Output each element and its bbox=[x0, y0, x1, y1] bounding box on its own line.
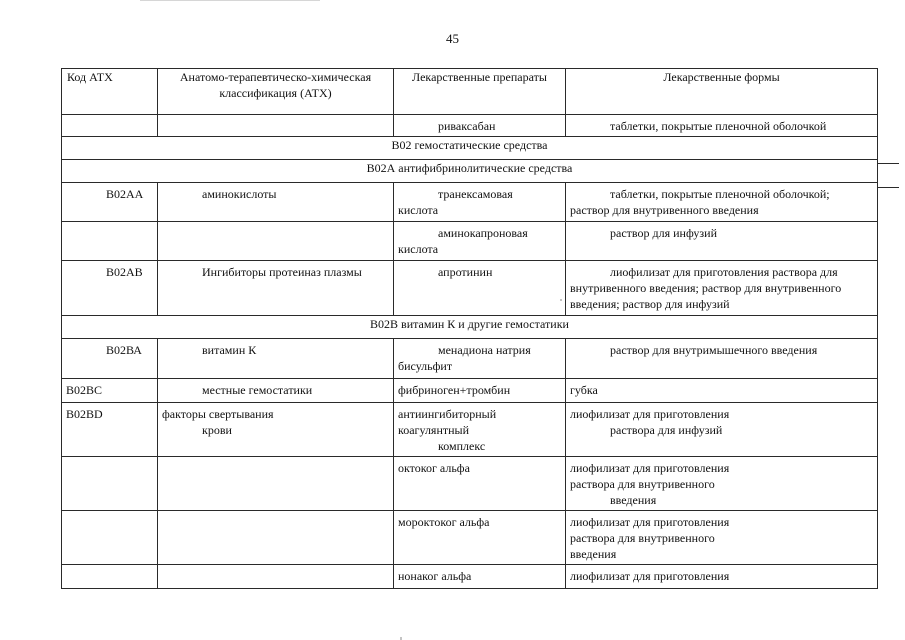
form-cell: лиофилизат для приготовления раствора для внутривенного введения bbox=[566, 511, 878, 565]
section-title: В02 гемостатические средства bbox=[62, 137, 878, 160]
form-cell: таблетки, покрытые пленочной оболочкой; раствор для внутривенного введения bbox=[566, 183, 878, 222]
class-cell: аминокислоты bbox=[158, 183, 394, 222]
form-cell: лиофилизат для приготовления раствора для инфузий bbox=[566, 403, 878, 457]
code-cell: В02ВА bbox=[62, 339, 158, 379]
table-row bbox=[62, 222, 878, 261]
class-cell: Ингибиторы протеиназ плазмы bbox=[158, 261, 394, 316]
drug-cell: фибриноген+тромбин bbox=[394, 379, 566, 403]
section-row bbox=[62, 160, 878, 183]
header-classification: Анатомо-терапевтическо-химическая классификация (АТХ) bbox=[158, 69, 394, 115]
header-code: Код АТХ bbox=[62, 69, 158, 115]
table-row bbox=[62, 183, 878, 222]
table-row bbox=[62, 511, 878, 565]
form-cell: раствор для инфузий bbox=[566, 222, 878, 261]
section-title: В02В витамин К и другие гемостатики bbox=[62, 316, 878, 339]
page-number: 45 bbox=[446, 31, 459, 46]
class-cell: местные гемостатики bbox=[158, 379, 394, 403]
scan-artifact bbox=[140, 0, 320, 1]
form-cell: губка bbox=[566, 379, 878, 403]
drug-cell: риваксабан bbox=[394, 115, 566, 137]
table-header-row bbox=[62, 69, 878, 115]
table-row bbox=[62, 403, 878, 457]
drug-cell: нонаког альфа bbox=[394, 565, 566, 589]
table-row bbox=[62, 565, 878, 589]
table-row bbox=[62, 457, 878, 511]
drug-cell: аминокапроновая кислота bbox=[394, 222, 566, 261]
drug-cell: октоког альфа bbox=[394, 457, 566, 511]
code-cell: В02ВС bbox=[62, 379, 158, 403]
form-cell: лиофилизат для приготовления bbox=[566, 565, 878, 589]
form-cell: таблетки, покрытые пленочной оболочкой bbox=[566, 115, 878, 137]
drug-cell: мороктоког альфа bbox=[394, 511, 566, 565]
drug-cell: антиингибиторный коагулянтный комплекс bbox=[394, 403, 566, 457]
table-rule-overhang bbox=[877, 163, 899, 164]
section-row bbox=[62, 316, 878, 339]
class-cell: витамин К bbox=[158, 339, 394, 379]
drug-cell: транексамовая кислота bbox=[394, 183, 566, 222]
table-row bbox=[62, 115, 878, 137]
header-forms: Лекарственные формы bbox=[566, 69, 878, 115]
table-rule-overhang bbox=[877, 187, 899, 188]
table-row bbox=[62, 261, 878, 316]
code-cell: В02ВD bbox=[62, 403, 158, 457]
drug-cell: менадиона натрия бисульфит bbox=[394, 339, 566, 379]
code-cell: В02АА bbox=[62, 183, 158, 222]
header-drugs: Лекарственные препараты bbox=[394, 69, 566, 115]
form-cell: раствор для внутримышечного введения bbox=[566, 339, 878, 379]
table-row bbox=[62, 379, 878, 403]
form-cell: лиофилизат для приготовления раствора для внутривенного введения; раствор для внутривенного введения; раствор для инфузий bbox=[566, 261, 878, 316]
section-title: В02А антифибринолитические средства bbox=[62, 160, 878, 183]
section-row bbox=[62, 137, 878, 160]
class-cell: факторы свертывания крови bbox=[158, 403, 394, 457]
table-row bbox=[62, 339, 878, 379]
atc-table bbox=[61, 68, 878, 589]
drug-cell: апротинин bbox=[394, 261, 566, 316]
form-cell: лиофилизат для приготовления раствора для внутривенного введения bbox=[566, 457, 878, 511]
code-cell: В02АВ bbox=[62, 261, 158, 316]
